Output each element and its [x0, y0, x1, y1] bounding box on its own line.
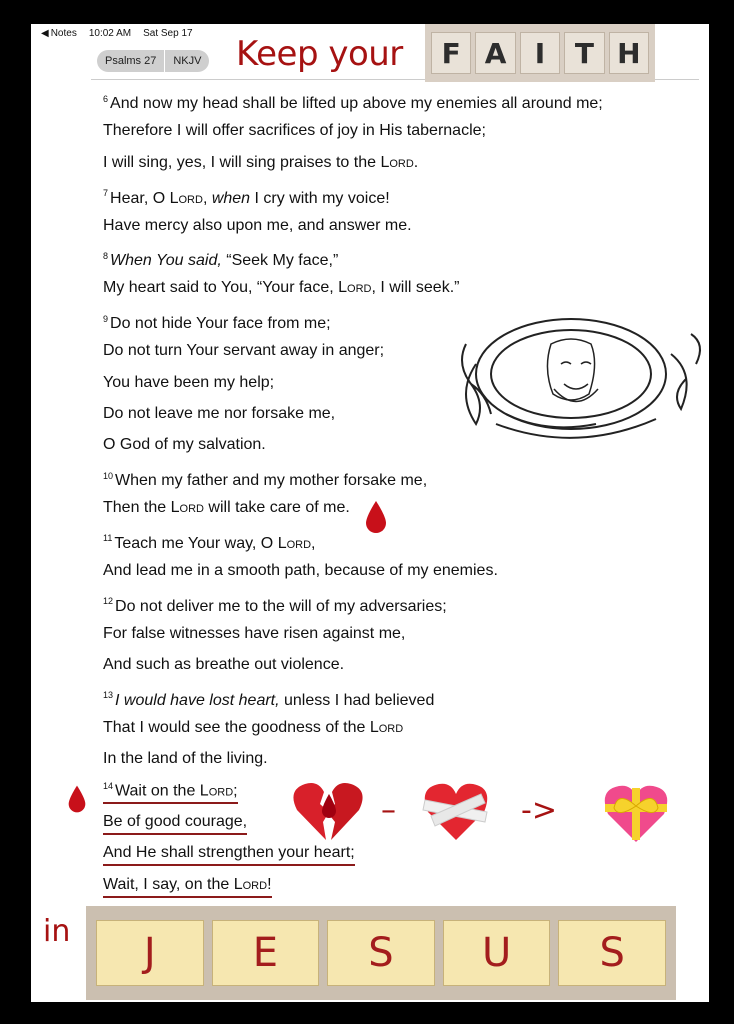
- verse-line: [103, 178, 603, 209]
- jesus-letter-block: U: [443, 920, 551, 986]
- verse-number: 7: [103, 188, 109, 199]
- divine-name: Lord: [338, 279, 372, 297]
- jesus-letter-block: S: [327, 920, 435, 986]
- bandaged-heart-icon: [423, 784, 487, 840]
- arrow-sign: ->: [521, 793, 557, 828]
- verse-text: [103, 154, 418, 171]
- verse-text: [103, 95, 603, 112]
- verse-number: 8: [103, 250, 109, 261]
- verse-fragment: Be of good courage,: [103, 812, 248, 830]
- verse-text: [103, 342, 384, 359]
- divine-name: Lord: [199, 781, 234, 799]
- verse-fragment: will take care of me.: [203, 499, 350, 517]
- verse-fragment: ,: [311, 534, 316, 552]
- verse-fragment: O God of my salvation.: [103, 436, 266, 454]
- verse-fragment: That I would see the goodness of the: [103, 718, 370, 736]
- verse-fragment: Therefore I will offer sacrifices of joy in His tabernacle;: [103, 122, 486, 140]
- verse-fragment: When my father and my mother forsake me,: [115, 472, 428, 490]
- verse-fragment: .: [413, 153, 419, 171]
- verse-fragment: , I will seek.”: [371, 279, 460, 297]
- verse-number: 6: [103, 94, 109, 104]
- verse-fragment: “Seek My face,”: [221, 252, 339, 270]
- verse-text: [103, 499, 350, 516]
- verse-text: [103, 315, 331, 332]
- verse-line: [103, 84, 603, 115]
- heart-with-ribbon-icon: [605, 786, 667, 842]
- divine-name: Lord: [169, 189, 203, 207]
- verse-number: 9: [103, 313, 109, 324]
- verse-fragment: You have been my help;: [103, 373, 275, 391]
- verse-text: [103, 598, 447, 615]
- verse-fragment: Then the: [103, 499, 171, 517]
- verse-number: 11: [103, 533, 113, 544]
- verse-number: 13: [103, 690, 114, 701]
- verse-text: [103, 750, 268, 767]
- verse-line: [103, 680, 603, 711]
- divine-name: Lord: [380, 153, 414, 171]
- verse-fragment: Do not deliver me to the will of my adversaries;: [115, 597, 447, 615]
- jesus-blocks: [86, 906, 676, 1000]
- blood-drop-icon: [67, 784, 87, 814]
- verse-text: [103, 656, 344, 673]
- faith-blocks: [425, 24, 655, 82]
- verse-fragment: Teach me Your way, O: [114, 534, 278, 552]
- back-to-notes-button[interactable]: [41, 28, 77, 39]
- jesus-portrait-sketch-icon: [436, 304, 709, 450]
- jesus-letter-block: E: [212, 920, 320, 986]
- verse-text: [103, 692, 434, 709]
- verse-line: [103, 241, 603, 272]
- divine-name: Lord: [277, 534, 312, 552]
- verse-text: [103, 279, 459, 296]
- verse-text: [103, 252, 338, 269]
- verse-text: [103, 122, 486, 139]
- verse-line: [103, 115, 603, 146]
- verse-text: [103, 374, 274, 391]
- status-time: 10:02 AM: [88, 28, 132, 39]
- verse-fragment: When You said,: [110, 252, 222, 270]
- book-chapter-button[interactable]: Psalms 27: [105, 55, 157, 67]
- verse-number: 12: [103, 596, 114, 607]
- blood-drop-icon: [364, 500, 388, 534]
- verse-fragment: For false witnesses have risen against me,: [103, 624, 406, 642]
- verse-fragment: And now my head shall be lifted up above my enemies all around me;: [110, 95, 603, 113]
- faith-letter-block: I: [520, 32, 560, 74]
- verse-text: [103, 190, 390, 207]
- faith-letter-block: T: [564, 32, 604, 74]
- verse-text: [103, 562, 498, 579]
- verse-fragment: And such as breathe out violence.: [103, 656, 345, 674]
- verse-fragment: unless I had believed: [279, 691, 435, 709]
- verse-line: [103, 743, 603, 774]
- verse-fragment: Do not hide Your face from me;: [110, 315, 331, 333]
- heart-healing-sequence: [291, 776, 709, 846]
- verse-text: [103, 811, 247, 835]
- reference-pill[interactable]: [97, 50, 209, 72]
- jesus-letter-block: S: [558, 920, 666, 986]
- verse-text: [103, 405, 335, 422]
- status-date: Sat Sep 17: [143, 28, 193, 39]
- jesus-letter-block: J: [96, 920, 204, 986]
- verse-fragment: Do not leave me nor forsake me,: [103, 404, 336, 422]
- verse-line: [103, 272, 603, 303]
- status-bar: [41, 28, 193, 39]
- verse-text: [103, 217, 412, 234]
- verse-text: [103, 535, 315, 552]
- verse-fragment: My heart said to You, “Your face,: [103, 279, 339, 297]
- verse-fragment: And lead me in a smooth path, because of my enemies.: [103, 561, 498, 579]
- verse-text: [103, 874, 272, 898]
- back-label: Notes: [50, 28, 77, 39]
- verse-text: [103, 625, 405, 642]
- verse-fragment: ,: [202, 189, 212, 207]
- verse-fragment: And He shall strengthen your heart;: [103, 844, 355, 862]
- chevron-left-icon: ◀: [41, 28, 49, 39]
- verse-fragment: Do not turn Your servant away in anger;: [103, 342, 385, 360]
- verse-fragment: In the land of the living.: [103, 750, 268, 768]
- version-button[interactable]: NKJV: [173, 55, 202, 67]
- verse-fragment: Have mercy also upon me, and answer me.: [103, 216, 412, 234]
- verse-fragment: ;: [233, 781, 238, 799]
- verse-text: [103, 719, 403, 736]
- verse-line: [103, 649, 603, 680]
- in-label: in: [43, 914, 71, 949]
- dash-sign: –: [381, 793, 396, 828]
- faith-letter-block: F: [431, 32, 471, 74]
- divine-name: Lord: [369, 718, 404, 736]
- verse-fragment: I cry with my voice!: [250, 189, 390, 207]
- verse-line: [103, 586, 603, 617]
- verse-fragment: I would have lost heart,: [115, 691, 280, 709]
- verse-fragment: Hear, O: [110, 189, 170, 207]
- verse-line: [103, 523, 603, 554]
- verse-line: [103, 210, 603, 241]
- verse-line: [103, 555, 603, 586]
- divine-name: Lord: [170, 499, 204, 517]
- verse-line: [103, 461, 603, 492]
- headline: Keep your: [236, 34, 403, 74]
- verse-line: [103, 869, 603, 900]
- verse-line: [103, 147, 603, 178]
- notes-page: [31, 24, 709, 1002]
- verse-text: [103, 436, 266, 453]
- faith-letter-block: A: [475, 32, 515, 74]
- verse-line: [103, 712, 603, 743]
- verse-fragment: when: [211, 189, 251, 207]
- verse-fragment: !: [267, 875, 272, 893]
- verse-line: [103, 618, 603, 649]
- verse-fragment: Wait, I say, on the: [103, 875, 234, 893]
- divine-name: Lord: [233, 875, 268, 893]
- verse-line: [103, 492, 603, 523]
- verse-text: [103, 472, 427, 489]
- verse-text: [103, 775, 238, 804]
- verse-number: 14: [103, 780, 114, 791]
- verse-number: 10: [103, 470, 114, 481]
- faith-letter-block: H: [609, 32, 649, 74]
- verse-fragment: Wait on the: [115, 781, 200, 799]
- verse-fragment: I will sing, yes, I will sing praises to the: [103, 153, 381, 171]
